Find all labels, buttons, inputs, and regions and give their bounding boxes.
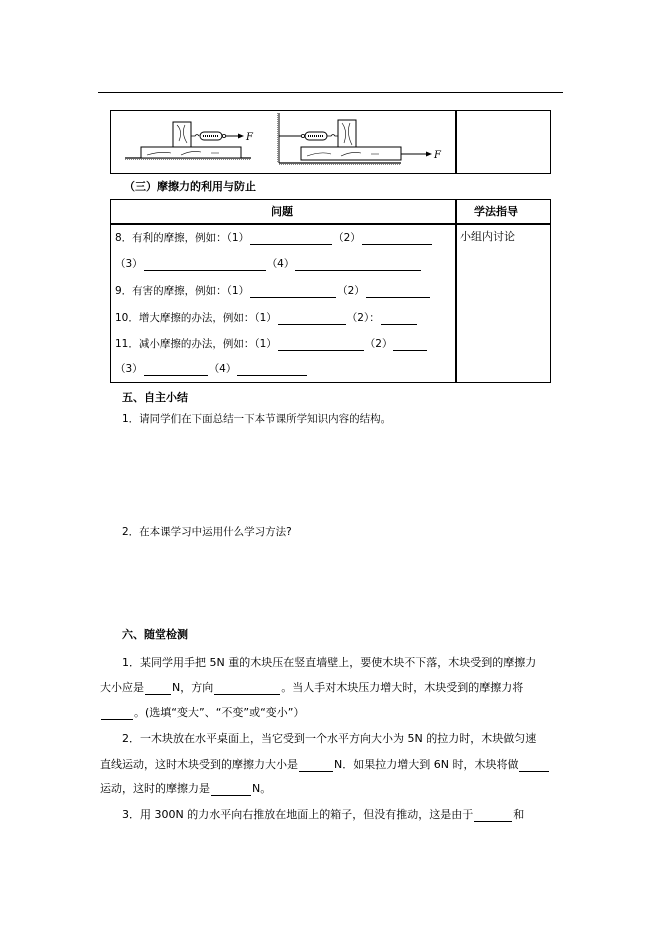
row-mid: （2）： (346, 312, 380, 324)
quiz-1-text: 1．某同学用手把 5N 重的木块压在竖直墙壁上，要使木块不下落，木块受到的摩擦力 (122, 656, 537, 669)
answer-blank[interactable] (474, 809, 512, 822)
table-row (115, 336, 428, 351)
row-prefix: 10．增大摩擦的办法，例如：（1） (115, 312, 277, 324)
table-row (115, 283, 431, 298)
quiz-2-text: N。 (252, 782, 272, 795)
table-row (115, 310, 418, 325)
quiz-1-line-2 (100, 679, 523, 695)
quiz-2-text: 运动，这时的摩擦力是 (100, 782, 210, 795)
table-row (115, 230, 433, 245)
row-prefix: （3） (115, 363, 143, 375)
quiz-1-text: 。(选填“变大”、“不变”或“变小”） (134, 706, 305, 719)
row-mid: （2） (333, 232, 361, 244)
row-mid: （2） (337, 285, 365, 297)
quiz-3-text: 和 (513, 808, 525, 821)
guide-text: 小组内讨论 (460, 230, 515, 243)
header-question: 问题 (271, 205, 293, 218)
force-label-left: F (246, 132, 253, 143)
answer-blank[interactable] (144, 258, 266, 271)
quiz-2-text: 直线运动，这时木块受到的摩擦力大小是 (100, 758, 298, 771)
answer-blank[interactable] (250, 232, 332, 245)
quiz-1-text: N，方向 (172, 681, 214, 694)
quiz-2-text: N．如果拉力增大到 6N 时，木块将做 (334, 758, 519, 771)
quiz-3-text: 3．用 300N 的力水平向右推放在地面上的箱子，但没有推动，这是由于 (122, 808, 474, 821)
row-prefix: 8．有利的摩擦，例如：（1） (115, 232, 250, 244)
section-6-heading: 六、随堂检测 (122, 628, 188, 641)
friction-question-table (110, 199, 551, 383)
figure-right-pull-board (278, 113, 433, 165)
quiz-1-line-1 (122, 654, 536, 670)
row-mid: （4） (208, 363, 237, 375)
answer-blank[interactable] (144, 363, 208, 376)
experiment-figure-table (110, 110, 551, 174)
force-label-right: F (434, 150, 441, 161)
answer-blank[interactable] (295, 258, 421, 271)
answer-blank[interactable] (214, 682, 280, 695)
answer-blank[interactable] (381, 312, 417, 325)
table-divider (455, 111, 457, 173)
answer-blank[interactable] (211, 783, 251, 796)
quiz-3-line-1 (122, 806, 524, 822)
quiz-2-line-3 (100, 780, 271, 796)
quiz-1-line-3 (100, 704, 304, 720)
quiz-2-text: 2．一木块放在水平桌面上，当它受到一个水平方向大小为 5N 的拉力时，木块做匀速 (122, 732, 537, 745)
header-guide: 学法指导 (474, 205, 518, 218)
answer-blank[interactable] (299, 759, 333, 772)
header-divider (111, 223, 550, 225)
header-rule (98, 92, 563, 93)
section-5-heading: 五、自主小结 (122, 391, 188, 404)
answer-blank[interactable] (519, 759, 549, 772)
answer-blank[interactable] (237, 363, 307, 376)
row-prefix: 9．有害的摩擦，例如：（1） (115, 285, 250, 297)
row-mid: （2） (364, 338, 393, 350)
table-row (115, 361, 308, 376)
section-3-heading: （三）摩擦力的利用与防止 (124, 180, 256, 193)
column-divider (455, 200, 457, 382)
answer-blank[interactable] (393, 338, 427, 351)
answer-blank[interactable] (366, 285, 430, 298)
row-prefix: 11．减小摩擦的办法，例如：（1） (115, 338, 277, 350)
quiz-1-text: 。当人手对木块压力增大时，木块受到的摩擦力将 (281, 681, 524, 694)
row-prefix: （3） (115, 258, 143, 270)
answer-blank[interactable] (101, 707, 133, 720)
summary-question-2: 2．在本课学习中运用什么学习方法? (122, 526, 292, 538)
answer-blank[interactable] (362, 232, 432, 245)
table-row (115, 256, 422, 271)
quiz-1-text: 大小应是 (100, 681, 144, 694)
answer-blank[interactable] (250, 285, 336, 298)
friction-experiment-figure (111, 111, 455, 173)
answer-blank[interactable] (278, 312, 346, 325)
answer-blank[interactable] (278, 338, 364, 351)
quiz-2-line-1 (122, 730, 536, 746)
summary-question-1: 1．请同学们在下面总结一下本节课所学知识内容的结构。 (122, 413, 392, 425)
row-mid: （4） (266, 258, 295, 270)
quiz-2-line-2 (100, 756, 550, 772)
answer-blank[interactable] (145, 682, 171, 695)
figure-left-pull-block (125, 122, 251, 160)
